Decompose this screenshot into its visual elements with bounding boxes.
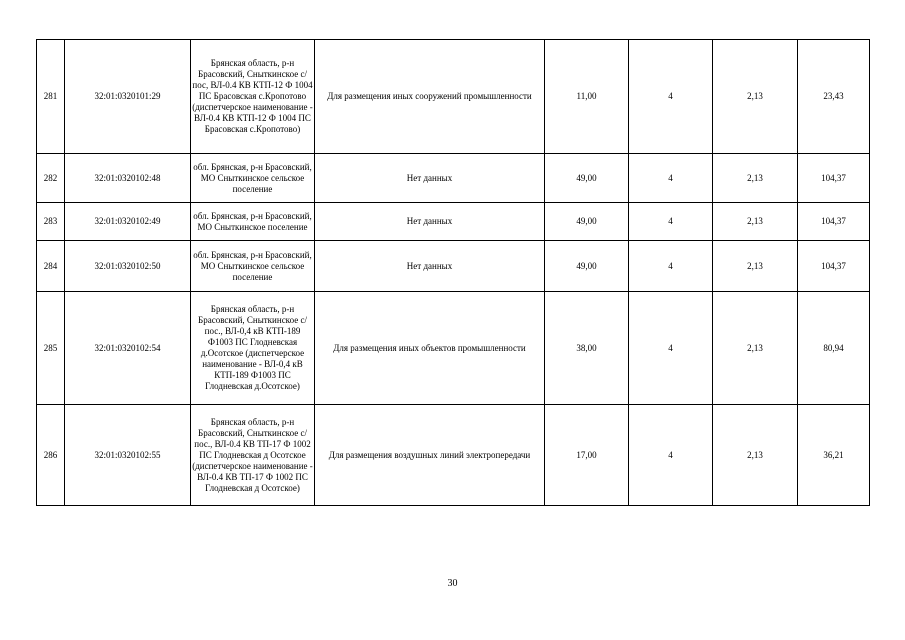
value-cell: 104,37 [798,203,870,241]
address-cell: обл. Брянская, р-н Брасовский, МО Сныткинское сельское поселение [191,241,315,292]
code-cell: 4 [629,154,713,203]
rate-cell: 2,13 [713,154,798,203]
rate-cell: 2,13 [713,241,798,292]
address-cell: обл. Брянская, р-н Брасовский, МО Сныткинское сельское поселение [191,154,315,203]
cadastral-number: 32:01:0320102:54 [65,292,191,405]
code-cell: 4 [629,405,713,506]
row-number: 286 [37,405,65,506]
cadastral-number: 32:01:0320102:49 [65,203,191,241]
cadastral-number: 32:01:0320102:50 [65,241,191,292]
value-cell: 36,21 [798,405,870,506]
value-cell: 80,94 [798,292,870,405]
rate-cell: 2,13 [713,405,798,506]
rate-cell: 2,13 [713,292,798,405]
table-row [37,154,870,203]
value-cell: 104,37 [798,241,870,292]
rate-cell: 2,13 [713,203,798,241]
area-cell: 38,00 [545,292,629,405]
page-number: 30 [447,578,458,589]
code-cell: 4 [629,292,713,405]
permitted-use-cell: Нет данных [315,203,545,241]
row-number: 281 [37,40,65,154]
permitted-use-cell: Нет данных [315,241,545,292]
row-number: 283 [37,203,65,241]
permitted-use-cell: Для размещения иных объектов промышленности [315,292,545,405]
row-number: 282 [37,154,65,203]
rate-cell: 2,13 [713,40,798,154]
table-row [37,203,870,241]
code-cell: 4 [629,241,713,292]
permitted-use-cell: Для размещения иных сооружений промышленности [315,40,545,154]
address-cell: обл. Брянская, р-н Брасовский, МО Сныткинское поселение [191,203,315,241]
land-plot-table [36,39,870,506]
permitted-use-cell: Для размещения воздушных линий электропередачи [315,405,545,506]
area-cell: 49,00 [545,203,629,241]
area-cell: 49,00 [545,154,629,203]
permitted-use-cell: Нет данных [315,154,545,203]
area-cell: 11,00 [545,40,629,154]
cadastral-number: 32:01:0320102:55 [65,405,191,506]
table-row [37,405,870,506]
address-cell: Брянская область, р-н Брасовский, Сныткинское с/пос, ВЛ-0.4 КВ КТП-12 Ф 1004 ПС Брасовская с.Кропотово (диспетчерское наименование - ВЛ-0.4 КВ КТП-12 Ф 1004 ПС Брасовская с.Кропотово) [191,40,315,154]
code-cell: 4 [629,40,713,154]
value-cell: 23,43 [798,40,870,154]
code-cell: 4 [629,203,713,241]
address-cell: Брянская область, р-н Брасовский, Сныткинское с/пос., ВЛ-0.4 КВ ТП-17 Ф 1002 ПС Глодневская д Осотское (диспетчерское наименование - ВЛ-0.4 КВ ТП-17 Ф 1002 ПС Глодневская д Осотское) [191,405,315,506]
row-number: 285 [37,292,65,405]
table-row [37,40,870,154]
cadastral-number: 32:01:0320101:29 [65,40,191,154]
cadastral-number: 32:01:0320102:48 [65,154,191,203]
table-row [37,241,870,292]
address-cell: Брянская область, р-н Брасовский, Сныткинское с/пос., ВЛ-0,4 кВ КТП-189 Ф1003 ПС Глодневская д.Осотское (диспетчерское наименование - ВЛ-0,4 кВ КТП-189 Ф1003 ПС Глодневская д.Осотское) [191,292,315,405]
area-cell: 49,00 [545,241,629,292]
row-number: 284 [37,241,65,292]
area-cell: 17,00 [545,405,629,506]
value-cell: 104,37 [798,154,870,203]
table-row [37,292,870,405]
